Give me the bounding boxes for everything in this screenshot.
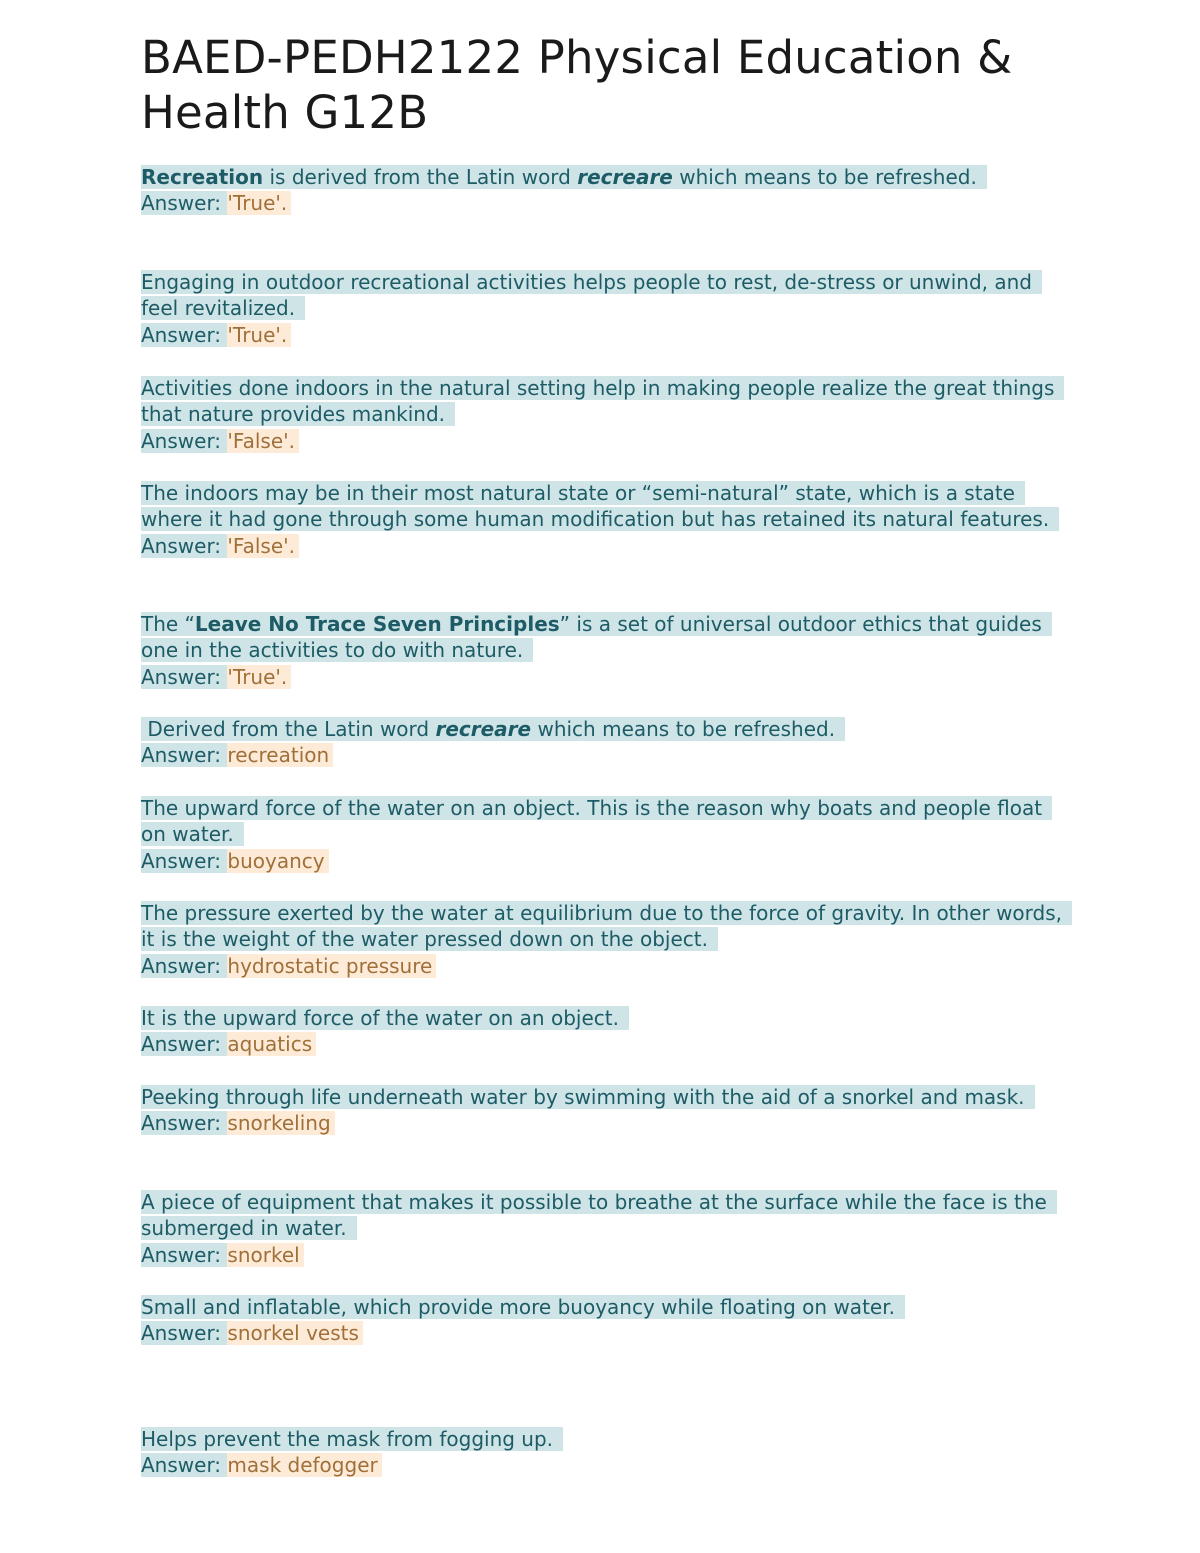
- answer-value: aquatics: [227, 1032, 316, 1056]
- question-text: The pressure exerted by the water at equilibrium due to the force of gravity. In other words, it is the weight of the water pressed down on the object.: [141, 901, 1072, 951]
- answer-label: Answer:: [141, 848, 222, 873]
- qa-item-11: [141, 1189, 1071, 1268]
- question-text: Activities done indoors in the natural setting help in making people realize the great things that nature provides mankind.: [141, 376, 1064, 426]
- answer-line: [141, 1031, 1071, 1057]
- question-part: which means to be refreshed.: [672, 165, 977, 189]
- answer-line: [141, 1452, 1071, 1478]
- answer-line: [141, 533, 1071, 559]
- qa-item-1: [141, 164, 1071, 217]
- answer-label: Answer:: [141, 428, 222, 453]
- answer-value: 'False'.: [227, 429, 299, 453]
- qa-item-5: [141, 611, 1071, 690]
- question-text: [141, 165, 987, 189]
- answer-value: buoyancy: [227, 849, 328, 873]
- qa-item-13: [141, 1426, 1071, 1479]
- qa-item-4: [141, 480, 1071, 559]
- qa-item-10: [141, 1084, 1071, 1137]
- answer-value: 'True'.: [227, 191, 291, 215]
- answer-value: snorkel: [227, 1243, 303, 1267]
- answer-line: [141, 1110, 1071, 1136]
- answer-line: [141, 664, 1071, 690]
- answer-value: hydrostatic pressure: [227, 954, 436, 978]
- answer-value: snorkeling: [227, 1111, 334, 1135]
- answer-value: mask defogger: [227, 1453, 381, 1477]
- qa-item-2: [141, 269, 1071, 348]
- question-text: Engaging in outdoor recreational activities helps people to rest, de-stress or unwind, and feel revitalized.: [141, 270, 1042, 320]
- question-part: Derived from the Latin word: [141, 717, 436, 741]
- answer-label: Answer:: [141, 191, 222, 216]
- question-part: The “: [141, 612, 195, 636]
- answer-label: Answer:: [141, 533, 222, 558]
- answer-label: Answer:: [141, 1032, 222, 1057]
- answer-label: Answer:: [141, 1321, 222, 1346]
- answer-label: Answer:: [141, 1453, 222, 1478]
- answer-value: 'True'.: [227, 323, 291, 347]
- answer-line: [141, 953, 1071, 979]
- question-keyword: Recreation: [141, 165, 264, 189]
- answer-line: [141, 848, 1071, 874]
- answer-value: 'True'.: [227, 665, 291, 689]
- qa-item-8: [141, 900, 1071, 979]
- question-text: The upward force of the water on an object. This is the reason why boats and people float on water.: [141, 796, 1052, 846]
- question-term: recreare: [435, 717, 532, 741]
- question-keyword: Leave No Trace Seven Principles: [194, 612, 560, 636]
- answer-line: [141, 1320, 1071, 1346]
- question-term: recreare: [577, 165, 673, 189]
- answer-label: Answer:: [141, 1242, 222, 1267]
- question-part: ” is a set of universal outdoor ethics that guides one in the activities to do with nature.: [141, 612, 1042, 663]
- answer-line: [141, 428, 1071, 454]
- question-text: A piece of equipment that makes it possible to breathe at the surface while the face is the submerged in water.: [141, 1190, 1057, 1240]
- answer-value: recreation: [227, 743, 333, 767]
- qa-item-3: [141, 375, 1071, 454]
- question-text: [141, 612, 1052, 662]
- answer-line: [141, 1242, 1071, 1268]
- question-text: The indoors may be in their most natural state or “semi-natural” state, which is a state where it had gone through some human modification but has retained its natural features.: [141, 481, 1059, 531]
- answer-label: Answer:: [141, 743, 222, 768]
- document-title: BAED-PEDH2122 Physical Education & Health G12B: [141, 31, 1013, 139]
- question-text: Small and inflatable, which provide more buoyancy while floating on water.: [141, 1295, 905, 1319]
- qa-item-6: [141, 716, 1071, 769]
- answer-value: snorkel vests: [227, 1321, 362, 1345]
- answer-line: [141, 742, 1071, 768]
- answer-line: [141, 190, 1071, 216]
- qa-item-12: [141, 1294, 1071, 1347]
- answer-value: 'False'.: [227, 534, 299, 558]
- question-text: Peeking through life underneath water by swimming with the aid of a snorkel and mask.: [141, 1085, 1035, 1109]
- answer-label: Answer:: [141, 322, 222, 347]
- answer-label: Answer:: [141, 953, 222, 978]
- answer-label: Answer:: [141, 1111, 222, 1136]
- question-text: It is the upward force of the water on an object.: [141, 1006, 629, 1030]
- question-text: [141, 717, 845, 741]
- question-part: which means to be refreshed.: [531, 717, 836, 741]
- qa-item-9: [141, 1005, 1071, 1058]
- question-part: is derived from the Latin word: [263, 165, 578, 189]
- answer-line: [141, 322, 1071, 348]
- qa-item-7: [141, 795, 1071, 874]
- question-text: Helps prevent the mask from fogging up.: [141, 1427, 563, 1451]
- answer-label: Answer:: [141, 664, 222, 689]
